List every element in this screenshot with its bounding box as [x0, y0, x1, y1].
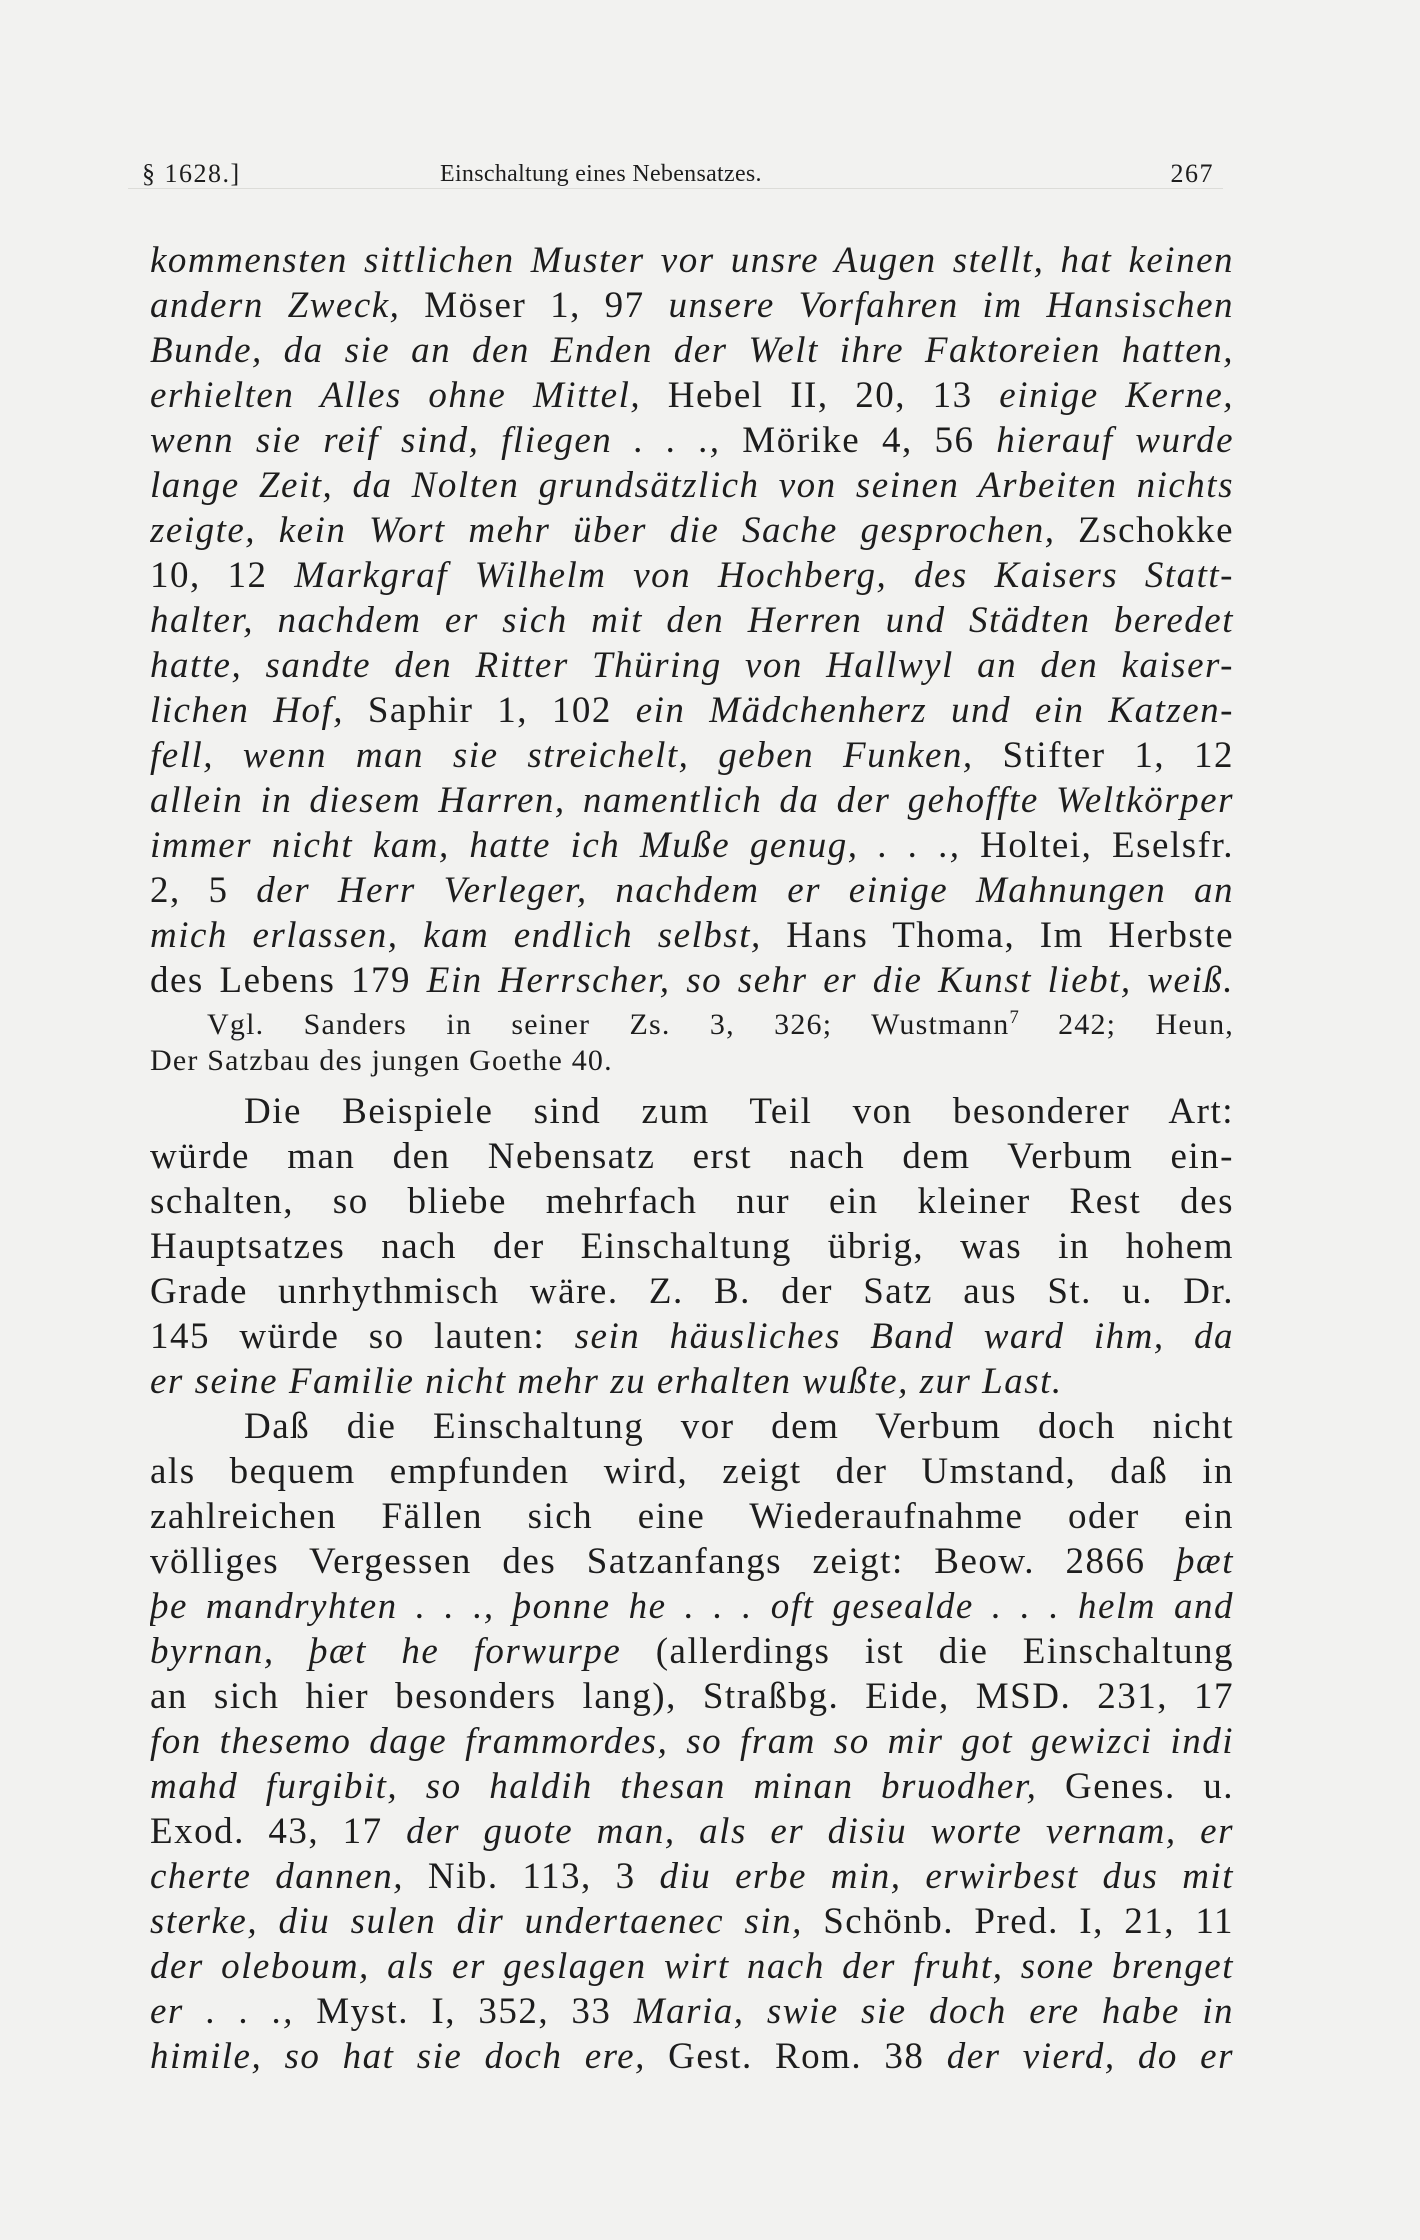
italic-text: der Herr Verleger, nachdem er einige Mahnungen an — [256, 870, 1234, 911]
text-line — [150, 1043, 1234, 1079]
italic-text: kommensten sittlichen Muster vor unsre Augen stellt, hat keinen — [150, 240, 1234, 281]
text-line — [150, 1539, 1234, 1584]
italic-text: hatte, sandte den Ritter Thüring von Hallwyl an den kaiser- — [150, 645, 1234, 686]
text-line — [150, 778, 1234, 823]
text-line — [150, 1809, 1234, 1854]
italic-text: wenn sie reif sind, fliegen . . ., — [150, 420, 721, 461]
roman-text: Exod. 43, 17 — [150, 1811, 407, 1852]
italic-text: er . . ., — [150, 1991, 294, 2032]
text-line — [150, 1404, 1234, 1449]
italic-text: Ein Herrscher, so sehr er die Kunst liebt, weiß. — [426, 960, 1234, 1001]
text-line — [150, 598, 1234, 643]
text-line — [150, 463, 1234, 508]
text-line — [150, 1764, 1234, 1809]
italic-text: sterke, diu sulen dir undertaenec sin, — [150, 1901, 803, 1942]
roman-text: Genes. u. — [1037, 1766, 1234, 1807]
text-line — [150, 1854, 1234, 1899]
text-line — [150, 508, 1234, 553]
roman-text: Daß die Einschaltung vor dem Verbum doch nicht — [244, 1406, 1234, 1447]
roman-text: Saphir 1, 102 — [344, 690, 636, 731]
text-line — [150, 1007, 1234, 1043]
text-line — [150, 688, 1234, 733]
text-line — [150, 1089, 1234, 1134]
roman-text: Vgl. Sanders in seiner Zs. 3, 326; Wustmann — [207, 1008, 1010, 1041]
italic-text: Markgraf Wilhelm von Hochberg, des Kaisers Statt- — [294, 555, 1234, 596]
roman-text: schalten, so bliebe mehrfach nur ein kleiner Rest des — [150, 1181, 1234, 1222]
text-line — [150, 1629, 1234, 1674]
roman-text: Mörike 4, 56 — [720, 420, 997, 461]
italic-text: der vierd, do er — [946, 2036, 1234, 2077]
text-line — [150, 1224, 1234, 1269]
italic-text: Bunde, da sie an den Enden der Welt ihre Faktoreien hatten, — [150, 330, 1234, 371]
italic-text: himile, so hat sie doch ere, — [150, 2036, 646, 2077]
text-line — [150, 328, 1234, 373]
text-line — [150, 1449, 1234, 1494]
text-line — [150, 2034, 1234, 2079]
roman-text: Der Satzbau des jungen Goethe 40. — [150, 1044, 613, 1077]
italic-text: Maria, swie sie doch ere habe in — [633, 1991, 1234, 2032]
italic-text: þæt — [1176, 1541, 1234, 1582]
header-rule — [128, 188, 1223, 189]
italic-text: einige Kerne, — [999, 375, 1234, 416]
text-line — [150, 1134, 1234, 1179]
roman-text: als bequem empfunden wird, zeigt der Umstand, daß in — [150, 1451, 1234, 1492]
italic-text: fell, wenn man sie streichelt, geben Funken, — [150, 735, 974, 776]
italic-text: lange Zeit, da Nolten grundsätzlich von seinen Arbeiten nichts — [150, 465, 1234, 506]
text-line — [150, 733, 1234, 778]
running-title: Einschaltung eines Nebensatzes. — [440, 161, 762, 187]
roman-text: Nib. 113, 3 — [403, 1856, 660, 1897]
text-line — [150, 1494, 1234, 1539]
italic-text: mahd furgibit, so haldih thesan minan bruodher, — [150, 1766, 1038, 1807]
italic-text: cherte dannen, — [150, 1856, 404, 1897]
roman-text: Hauptsatzes nach der Einschaltung übrig, was in hohem — [150, 1226, 1234, 1267]
text-line — [150, 1359, 1234, 1404]
text-line — [150, 643, 1234, 688]
text-line — [150, 958, 1234, 1003]
text-line — [150, 1314, 1234, 1359]
roman-text: 242; Heun, — [1018, 1008, 1234, 1041]
roman-text: an sich hier besonders lang), Straßbg. Eide, MSD. 231, 17 — [150, 1676, 1234, 1717]
roman-text: Möser 1, 97 — [400, 285, 669, 326]
roman-text: 145 würde so lauten: — [150, 1316, 575, 1357]
text-line — [150, 1584, 1234, 1629]
roman-text: Hebel II, 20, 13 — [641, 375, 1000, 416]
note — [150, 1007, 1234, 1079]
paragraph — [150, 1404, 1234, 2079]
paragraph — [150, 1089, 1234, 1404]
italic-text: halter, nachdem er sich mit den Herren und Städten beredet — [150, 600, 1234, 641]
text-line — [150, 1674, 1234, 1719]
text-line — [150, 418, 1234, 463]
roman-text: Schönb. Pred. I, 21, 11 — [802, 1901, 1234, 1942]
text-line — [150, 1989, 1234, 2034]
roman-text: Holtei, Eselsfr. — [960, 825, 1234, 866]
page-number: 267 — [1170, 159, 1214, 188]
text-line — [150, 913, 1234, 958]
roman-text: Myst. I, 352, 33 — [293, 1991, 634, 2032]
italic-text: der oleboum, als er geslagen wirt nach der fruht, sone brenget — [150, 1946, 1234, 1987]
roman-text: Die Beispiele sind zum Teil von besonderer Art: — [244, 1091, 1234, 1132]
italic-text: erhielten Alles ohne Mittel, — [150, 375, 642, 416]
text-line — [150, 283, 1234, 328]
roman-text: Stifter 1, 12 — [973, 735, 1234, 776]
italic-text: er seine Familie nicht mehr zu erhalten wußte, zur Last. — [150, 1361, 1063, 1402]
roman-text: des Lebens 179 — [150, 960, 427, 1001]
running-head — [0, 0, 1420, 200]
italic-text: hierauf wurde — [996, 420, 1234, 461]
text-body — [150, 238, 1234, 2079]
italic-text: sein häusliches Band ward ihm, da — [574, 1316, 1234, 1357]
italic-text: lichen Hof, — [150, 690, 344, 731]
italic-text: zeigte, kein Wort mehr über die Sache gesprochen, — [150, 510, 1056, 551]
italic-text: þe mandryhten . . ., þonne he . . . oft gesealde . . . helm and — [150, 1586, 1234, 1627]
paragraph — [150, 238, 1234, 1003]
italic-text: allein in diesem Harren, namentlich da der gehoffte Weltkörper — [150, 780, 1234, 821]
roman-text: Gest. Rom. 38 — [645, 2036, 947, 2077]
roman-text: Zschokke — [1055, 510, 1234, 551]
italic-text: ein Mädchenherz und ein Katzen- — [635, 690, 1234, 731]
italic-text: unsere Vorfahren im Hansischen — [668, 285, 1234, 326]
italic-text: der guote man, als er disiu worte vernam, er — [406, 1811, 1234, 1852]
italic-text: fon thesemo dage frammordes, so fram so mir got gewizci indi — [150, 1721, 1234, 1762]
text-line — [150, 868, 1234, 913]
text-line — [150, 1944, 1234, 1989]
text-line — [150, 1269, 1234, 1314]
text-line — [150, 553, 1234, 598]
text-line — [150, 1899, 1234, 1944]
roman-text: würde man den Nebensatz erst nach dem Verbum ein- — [150, 1136, 1234, 1177]
text-line — [150, 238, 1234, 283]
text-line — [150, 373, 1234, 418]
roman-text: 2, 5 — [150, 870, 257, 911]
italic-text: mich erlassen, kam endlich selbst, — [150, 915, 762, 956]
section-reference: § 1628.] — [142, 159, 241, 188]
italic-text: byrnan, þæt he forwurpe — [150, 1631, 622, 1672]
text-line — [150, 1719, 1234, 1764]
roman-text: Grade unrhythmisch wäre. Z. B. der Satz aus St. u. Dr. — [150, 1271, 1234, 1312]
text-line — [150, 823, 1234, 868]
roman-text: völliges Vergessen des Satzanfangs zeigt: Beow. 2866 — [150, 1541, 1177, 1582]
roman-text: zahlreichen Fällen sich eine Wiederaufnahme oder ein — [150, 1496, 1234, 1537]
text-line — [150, 1179, 1234, 1224]
italic-text: andern Zweck, — [150, 285, 401, 326]
italic-text: immer nicht kam, hatte ich Muße genug, . . ., — [150, 825, 961, 866]
italic-text: diu erbe min, erwirbest dus mit — [659, 1856, 1234, 1897]
roman-text: 10, 12 — [150, 555, 295, 596]
roman-text: Hans Thoma, Im Herbste — [761, 915, 1234, 956]
roman-text: (allerdings ist die Einschaltung — [621, 1631, 1234, 1672]
superscript: 7 — [1009, 1007, 1019, 1028]
